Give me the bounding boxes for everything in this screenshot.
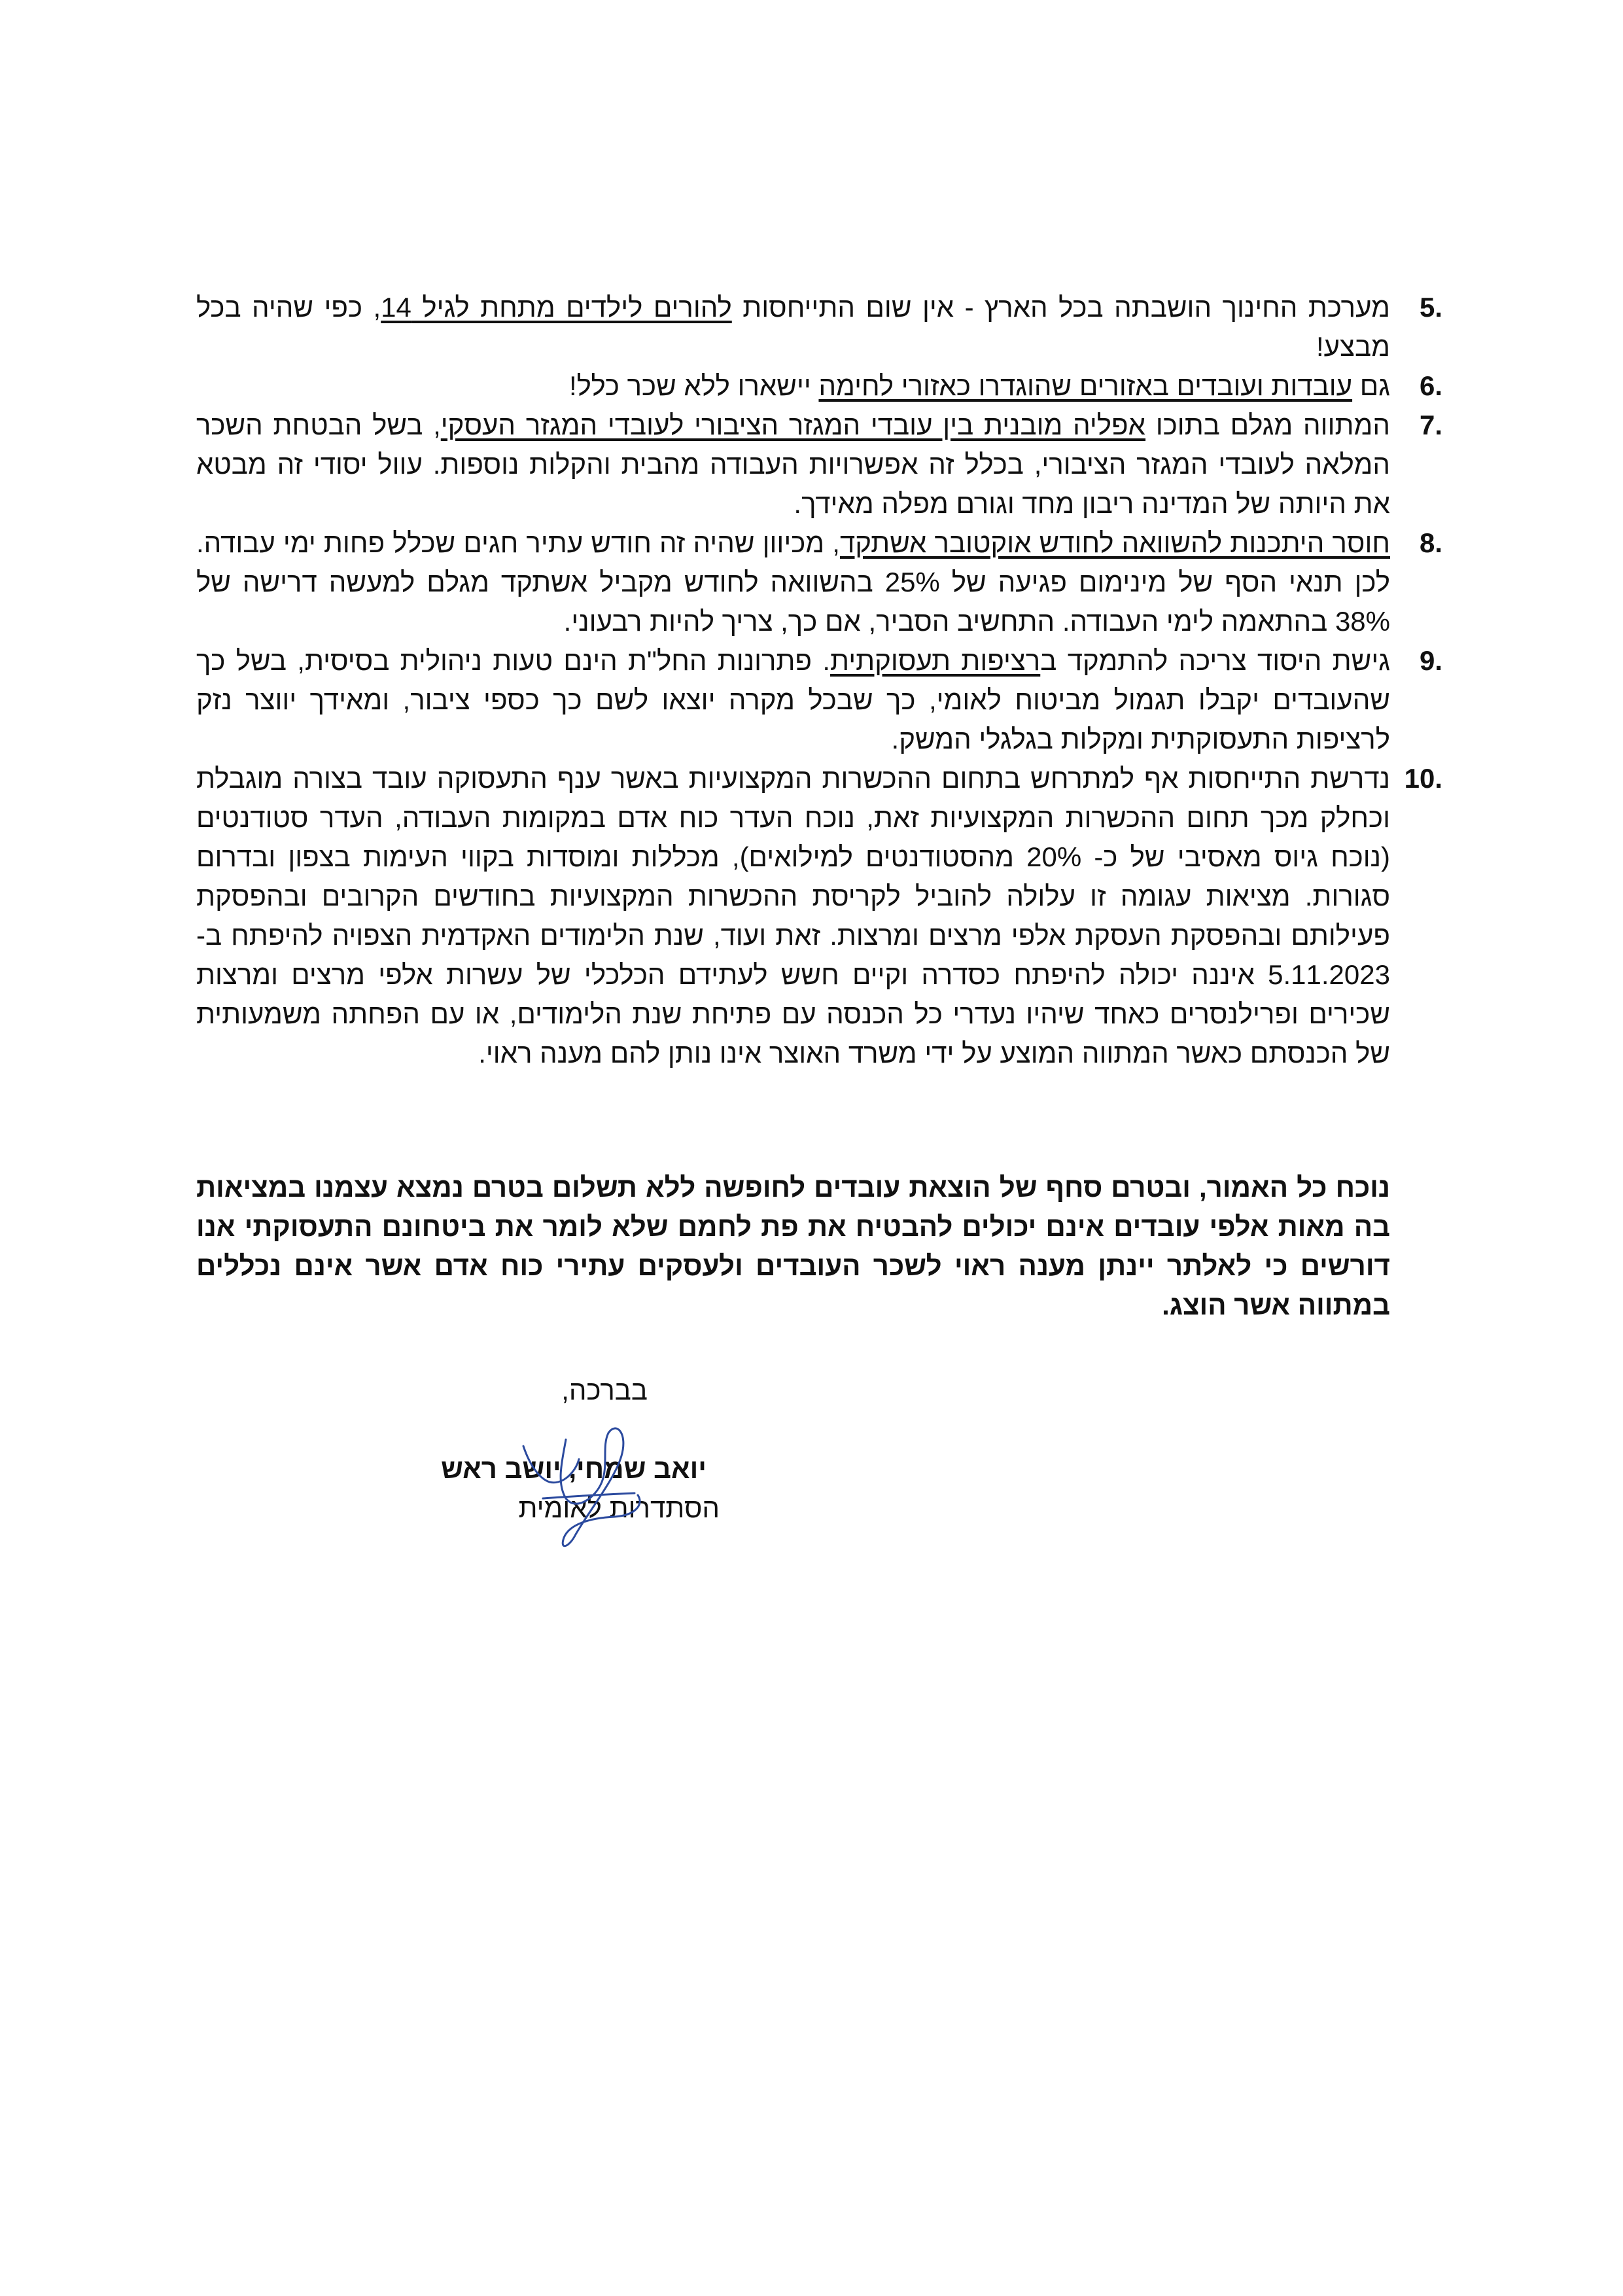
organization-name: הסתדרות לאומית xyxy=(518,1492,720,1523)
list-item-text: נדרשת התייחסות אף למתרחש בתחום ההכשרות המקצועיות באשר ענף התעסוקה עובד בצורה מוגבלת וכחלק מכך תחום ההכשרות המקצועיות זאת, נוכח העדר כוח אדם במקומות העבודה, העדר סטודנטים (נוכח גיוס מאסיבי של כ- 20% מהסטודנטים למילואים), מכללות ומוסדות בקווי העימות בצפון ובדרום סגורות. מציאות עגומה זו עלולה להוביל לקריסת ההכשרות המקצועיות בחודשים הקרובים ובהפסקת פעילותם ובהפסקת העסקת אלפי מרצים ומרצות. זאת ועוד, שנת הלימודים האקדמית הצפויה להיפתח ב- 5.11.2023 איננה יכולה להיפתח כסדרה וקיים חשש לעתידם הכלכלי של עשרות אלפי מרצים ומרצות שכירים ופרילנסרים כאחד שיהיו נעדרי כל הכנסה עם פתיחת שנת הלימודים, או עם הפחתה משמעותית של הכנסתם כאשר המתווה המוצע על ידי משרד האוצר אינו נותן להם מענה ראוי. xyxy=(196,763,1390,1069)
list-item-number: 5. xyxy=(1419,292,1442,323)
underlined-text: אפליה מובנית בין עובדי המגזר הציבורי לעובדי המגזר העסקי xyxy=(440,410,1146,440)
list-item-text: המתווה מגלם בתוכו xyxy=(1145,410,1390,440)
list-item-text: , מכיוון שהיה זה חודש עתיר חגים שכלל פחות ימי עבודה. לכן תנאי הסף של מינימום פגיעה של 25% בהשוואה לחודש מקביל אשתקד מגלם למעשה דרישה של 38% בהתאמה לימי העבודה. התחשיב הסביר, אם כך, צריך להיות רבעוני. xyxy=(196,527,1390,637)
demands-list xyxy=(196,288,1442,1073)
list-item-text: יישארו ללא שכר כלל! xyxy=(568,370,819,401)
list-item-number: 8. xyxy=(1419,527,1442,558)
closing-paragraph: נוכח כל האמור, ובטרם סחף של הוצאת עובדים לחופשה ללא תשלום בטרם נמצא עצמנו במציאות בה מאות אלפי עובדים אינם יכולים להבטיח את פת לחמם שלא לומר את ביטחונם התעסוקתי אנו דורשים כי לאלתר יינתן מענה ראוי לשכר העובדים ולעסקים עתירי כוח אדם אשר אינם נכללים במתווה אשר הוצג. xyxy=(196,1172,1390,1320)
list-item-number: 6. xyxy=(1419,370,1442,401)
greeting: בברכה, xyxy=(561,1375,648,1405)
list-item xyxy=(196,288,1442,366)
list-item xyxy=(196,641,1442,759)
list-item-text: , בשל הבטחת השכר המלאה לעובדי המגזר הציבורי, בכלל זה אפשרויות העבודה מהבית והקלות נוספות. עוול יסודי זה מבטא את היותה של המדינה ריבון מחד וגורם מפלה מאידך. xyxy=(196,410,1390,519)
list-item-text: גישת היסוד צריכה להתמקד ב xyxy=(1040,645,1390,676)
list-item xyxy=(196,406,1442,523)
underlined-text: עובדות ועובדים באזורים שהוגדרו כאזורי לחימה xyxy=(818,370,1353,401)
underlined-text: להורים לילדים מתחת לגיל 14 xyxy=(381,292,732,323)
list-item-number: 10. xyxy=(1404,763,1442,794)
underlined-text: חוסר היתכנות להשוואה לחודש אוקטובר אשתקד xyxy=(839,527,1390,558)
underlined-text: רציפות תעסוקתית xyxy=(830,645,1041,676)
list-item xyxy=(196,523,1442,641)
list-item xyxy=(196,366,1442,406)
list-item-text: . פתרונות החל"ת הינם טעות ניהולית בסיסית, בשל כך שהעובדים יקבלו תגמול מביטוח לאומי, כך שבכל מקרה יוצאו לשם כך כספי ציבור, ומאידך יווצר נזק לרציפות התעסוקתית ומקלות בגלגלי המשק. xyxy=(196,645,1390,754)
list-item-number: 7. xyxy=(1419,410,1442,440)
list-item-text: , כפי שהיה בכל מבצע! xyxy=(196,292,1390,362)
handwritten-signature xyxy=(504,1420,700,1557)
list-item-number: 9. xyxy=(1419,645,1442,676)
list-item-text: גם xyxy=(1352,370,1390,401)
list-item-text: מערכת החינוך הושבתה בכל הארץ - אין שום התייחסות xyxy=(731,292,1391,323)
signer-name: יואב שמחי, יושב ראש xyxy=(441,1453,707,1484)
list-item xyxy=(196,759,1442,1073)
